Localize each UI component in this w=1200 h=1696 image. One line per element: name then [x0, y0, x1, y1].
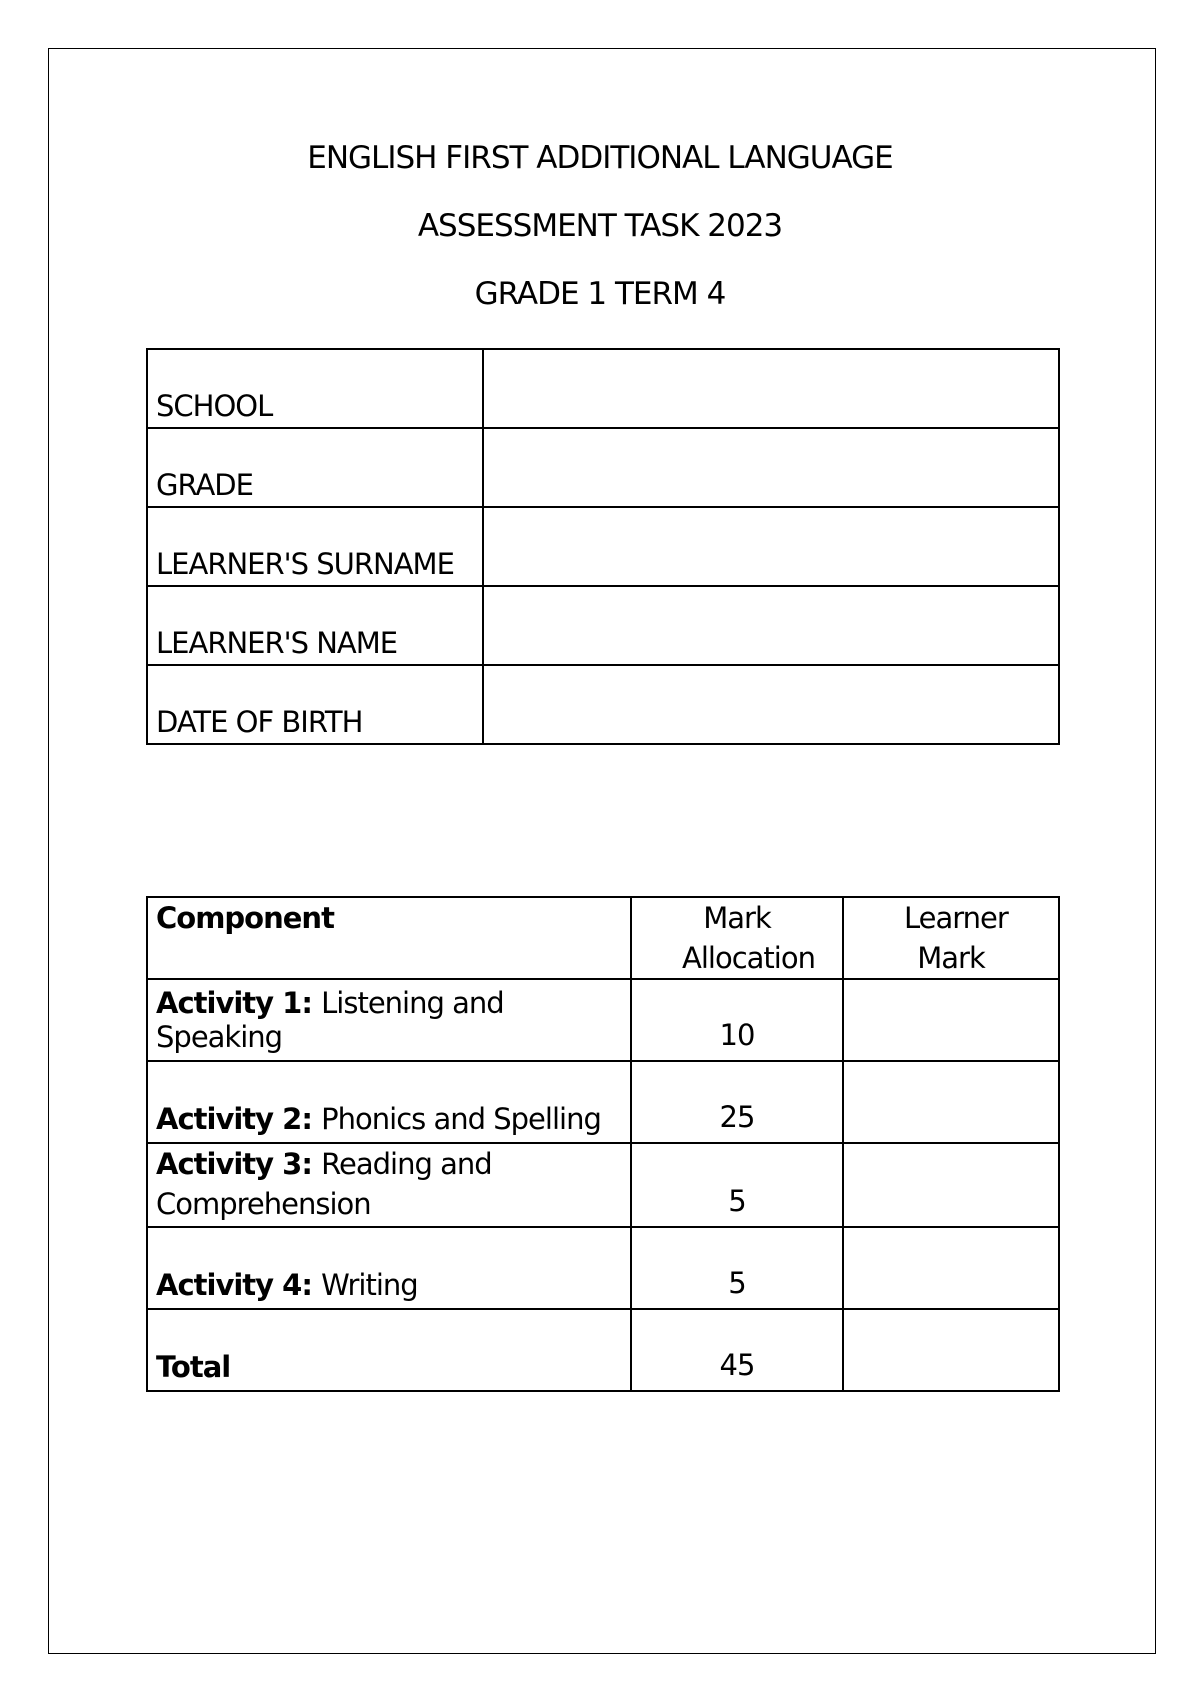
component-cell [147, 1227, 631, 1309]
allocation-cell: 25 [631, 1061, 843, 1143]
allocation-cell: 5 [631, 1143, 843, 1227]
total-learner-mark-field[interactable] [843, 1309, 1059, 1391]
component-cell [147, 979, 631, 1061]
info-label: SCHOOL [147, 349, 483, 428]
activity-label: Activity 1: [156, 986, 312, 1020]
assessment-title: ASSESSMENT TASK 2023 [417, 208, 783, 244]
table-row [147, 1143, 1059, 1227]
info-row-name [147, 586, 1059, 665]
info-label: LEARNER'S SURNAME [147, 507, 483, 586]
learner-mark-field[interactable] [843, 1227, 1059, 1309]
info-row-surname [147, 507, 1059, 586]
table-row [147, 1227, 1059, 1309]
learner-info-table [146, 348, 1060, 745]
learner-mark-header: Learner Mark [843, 897, 1059, 979]
activity-label: Activity 2: [156, 1102, 312, 1136]
table-row [147, 979, 1059, 1061]
info-label: GRADE [147, 428, 483, 507]
surname-field[interactable] [483, 507, 1059, 586]
activity-label: Activity 4: [156, 1268, 312, 1302]
info-row-grade [147, 428, 1059, 507]
marks-header-row [147, 897, 1059, 979]
total-label: Total [147, 1309, 631, 1391]
table-row [147, 1061, 1059, 1143]
date-of-birth-field[interactable] [483, 665, 1059, 744]
learner-mark-field[interactable] [843, 1061, 1059, 1143]
subject-title: ENGLISH FIRST ADDITIONAL LANGUAGE [307, 140, 893, 176]
allocation-cell: 10 [631, 979, 843, 1061]
activity-description: Phonics and Spelling [321, 1102, 601, 1136]
info-row-school [147, 349, 1059, 428]
activity-label: Activity 3: [156, 1147, 312, 1181]
allocation-cell: 5 [631, 1227, 843, 1309]
school-field[interactable] [483, 349, 1059, 428]
learner-mark-field[interactable] [843, 1143, 1059, 1227]
component-cell [147, 1061, 631, 1143]
marks-table [146, 896, 1060, 1392]
activity-description: Writing [321, 1268, 418, 1302]
activity-description: Reading and Comprehension [156, 1147, 492, 1221]
grade-field[interactable] [483, 428, 1059, 507]
activity-description: Listening and Speaking [156, 986, 504, 1054]
name-field[interactable] [483, 586, 1059, 665]
grade-term-title: GRADE 1 TERM 4 [474, 276, 726, 312]
component-cell [147, 1143, 631, 1227]
info-label: DATE OF BIRTH [147, 665, 483, 744]
total-allocation: 45 [631, 1309, 843, 1391]
total-row [147, 1309, 1059, 1391]
info-row-dob [147, 665, 1059, 744]
learner-mark-field[interactable] [843, 979, 1059, 1061]
component-header: Component [147, 897, 631, 979]
info-label: LEARNER'S NAME [147, 586, 483, 665]
mark-allocation-header: Mark Allocation [631, 897, 843, 979]
